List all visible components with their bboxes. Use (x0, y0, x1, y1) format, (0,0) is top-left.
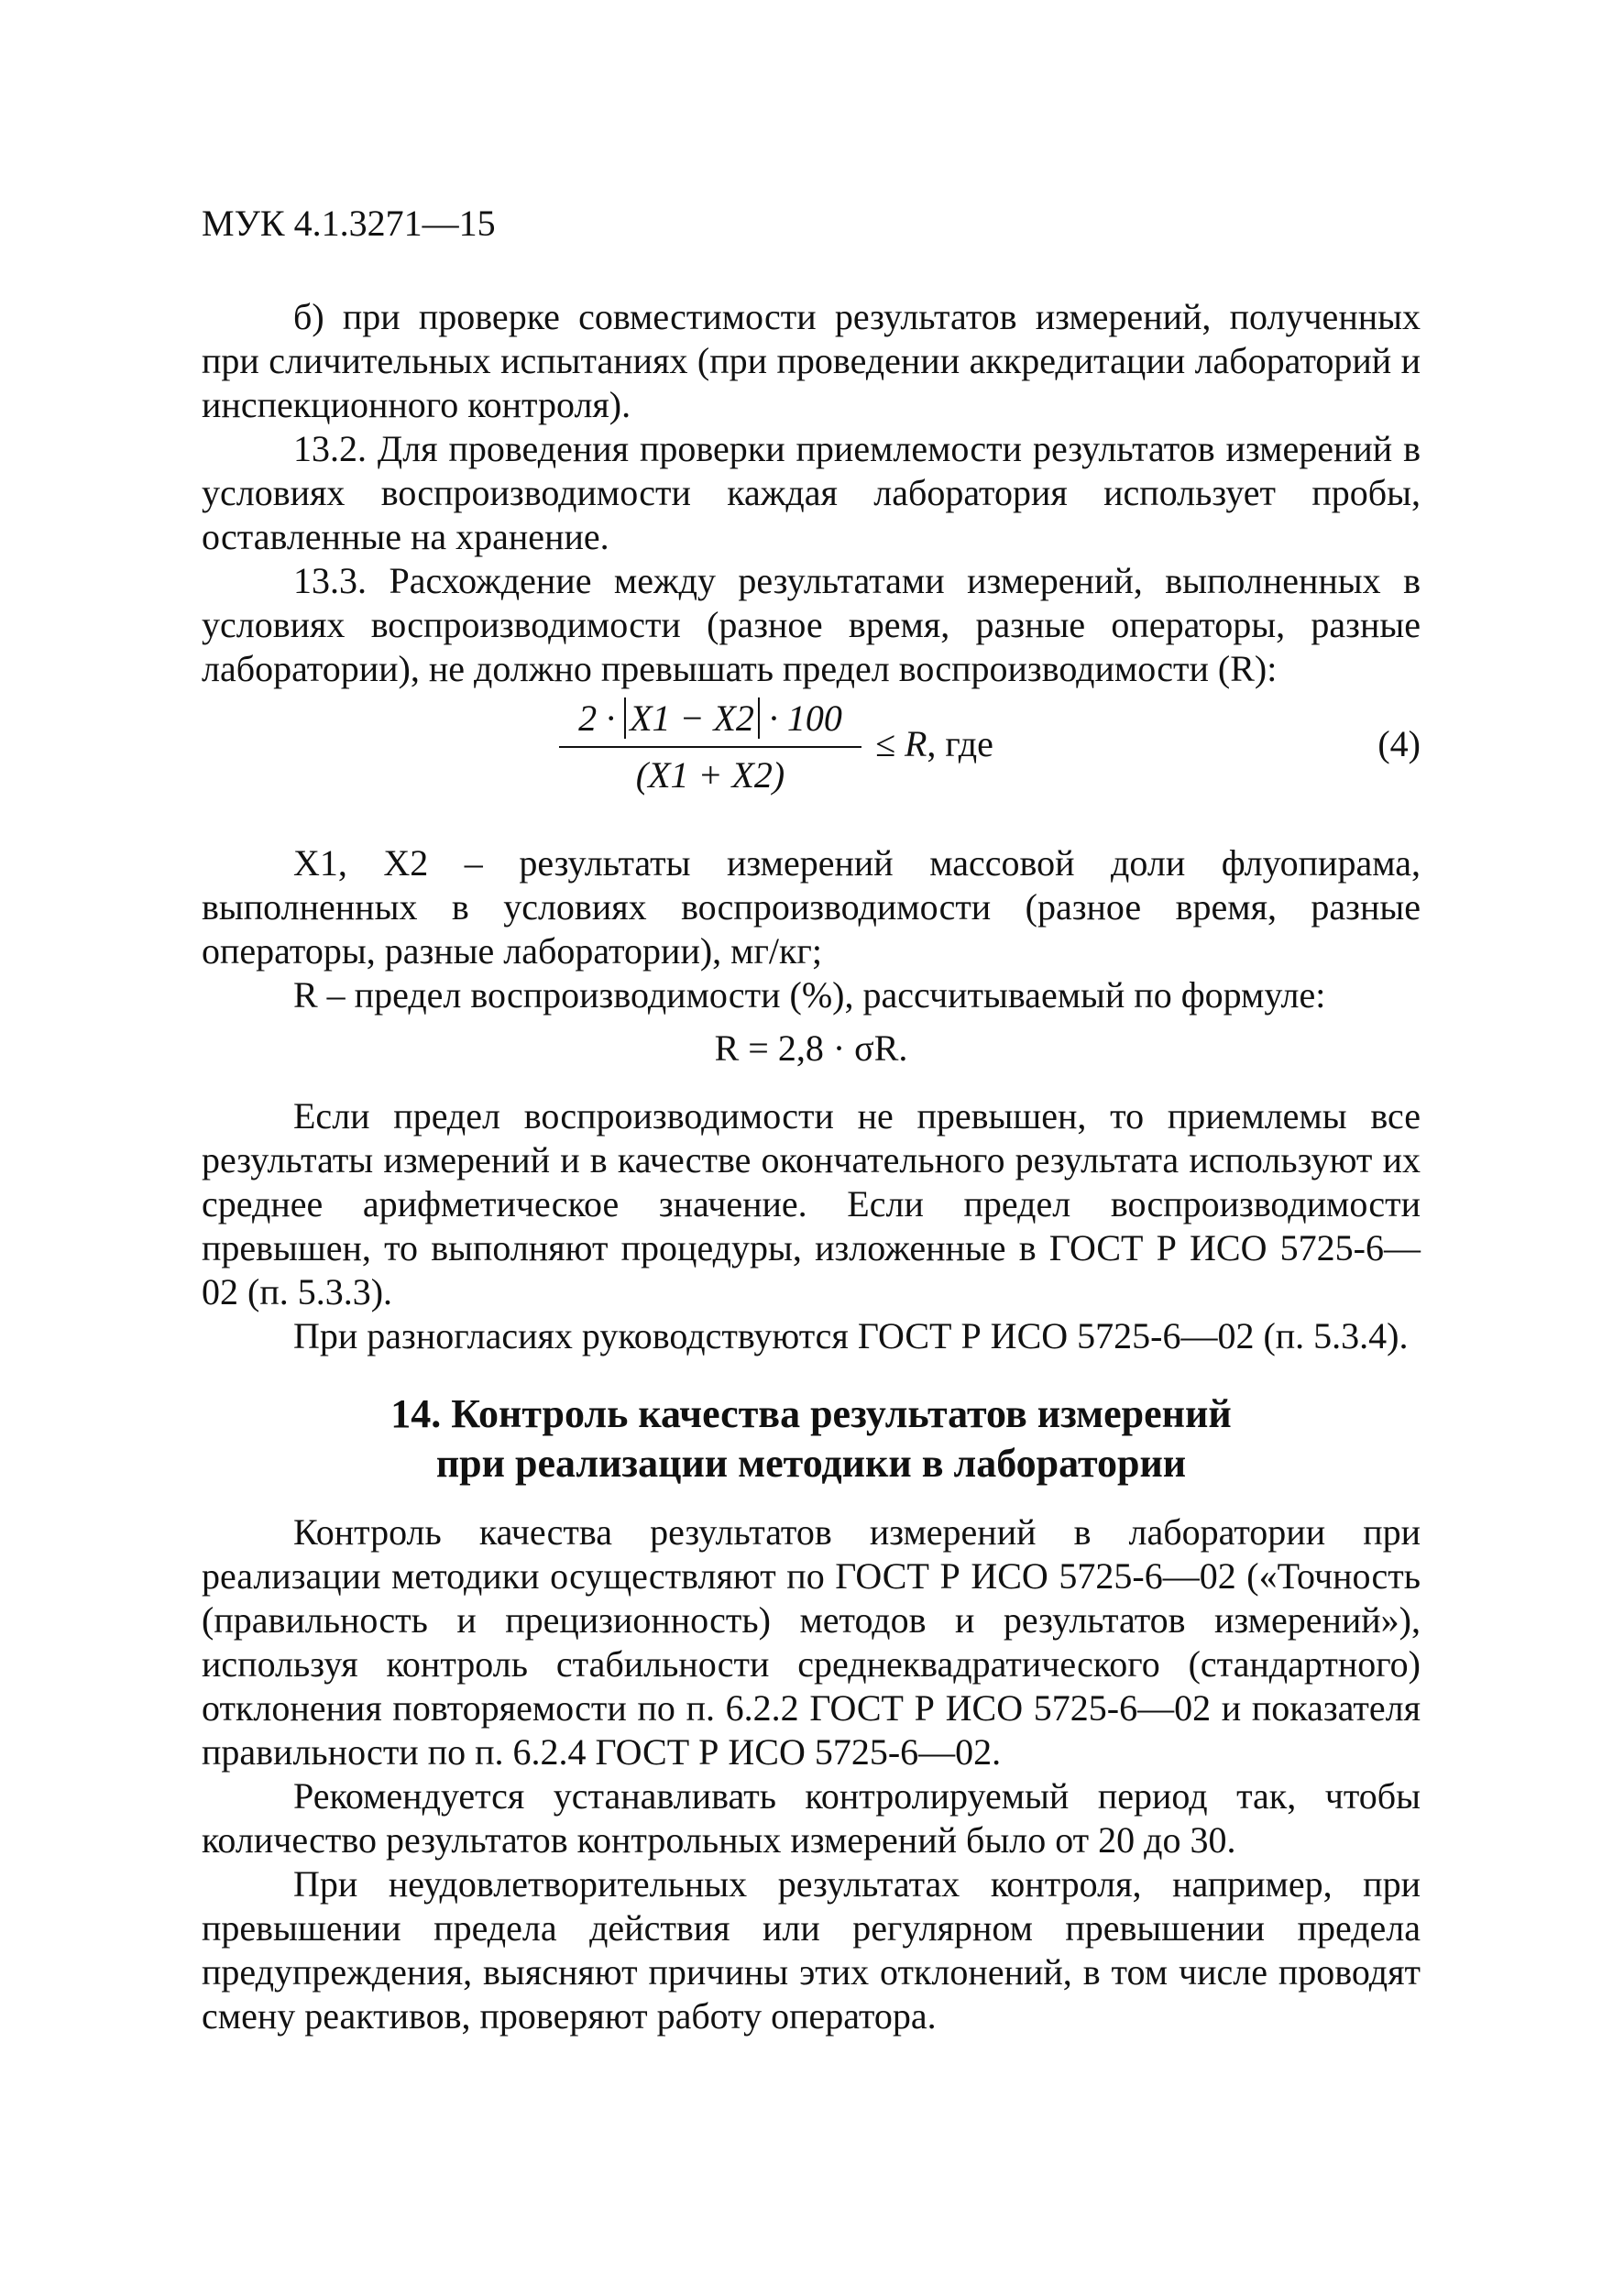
formula-4-fraction (559, 695, 861, 799)
formula-4-relation: ≤ R, где (875, 723, 993, 764)
formula-4-number: (4) (1377, 723, 1421, 764)
paragraph-13-3: 13.3. Расхождение между результатами измерений, выполненных в условиях воспроизводимости (разное время, разные операторы, разные лаборатории), не должно превышать предел воспроизводимости (R): (202, 560, 1421, 689)
formula-4-numerator: 2 · X1 − X2 · 100 (578, 697, 842, 739)
document-page (202, 202, 1421, 2038)
paragraph-reproducibility: Если предел воспроизводимости не превышен, то приемлемы все результаты измерений и в качестве окончательного результата используют их среднее арифметическое значение. Если предел воспроизводимости превышен, то выполняют процедуры, изложенные в ГОСТ Р ИСО 5725-6—02 (п. 5.3.3). (202, 1095, 1421, 1312)
document-header: МУК 4.1.3271—15 (202, 203, 496, 244)
paragraph-unsatisfactory: При неудовлетворительных результатах контроля, например, при превышении предела действия или регулярном превышении предела предупреждения, выясняют причины этих отклонений, в том числе проводят смену реактивов, проверяют работу оператора. (202, 1863, 1421, 2037)
paragraph-disputes: При разногласиях руководствуются ГОСТ Р ИСО 5725-6—02 (п. 5.3.4). (293, 1315, 1409, 1356)
paragraph-13-2: 13.2. Для проведения проверки приемлемости результатов измерений в условиях воспроизводимости каждая лаборатория использует пробы, оставленные на хранение. (202, 428, 1421, 557)
formula-4-denominator: (X1 + X2) (635, 754, 785, 796)
formula-4-abs: X1 − X2 (624, 697, 760, 739)
formula-4 (202, 695, 1421, 814)
definition-r: R – предел воспроизводимости (%), рассчитываемый по формуле: (293, 974, 1326, 1016)
paragraph-quality-control: Контроль качества результатов измерений в лаборатории при реализации методики осуществляют по ГОСТ Р ИСО 5725-6—02 («Точность (правильность и прецизионность) методов и результатов измерений»), используя контроль стабильности среднеквадратического (стандартного) отклонения повторяемости по п. 6.2.2 ГОСТ Р ИСО 5725-6—02 и показателя правильности по п. 6.2.4 ГОСТ Р ИСО 5725-6—02. (202, 1511, 1421, 1773)
paragraph-13-1b: б) при проверке совместимости результатов измерений, полученных при сличительных испытаниях (при проведении аккредитации лабораторий и инспекционного контроля). (202, 296, 1421, 425)
definition-x1-x2: X1, X2 – результаты измерений массовой доли флуопирама, выполненных в условиях воспроизводимости (разное время, разные операторы, разные лаборатории), мг/кг; (202, 842, 1421, 972)
paragraph-control-period: Рекомендуется устанавливать контролируемый период так, чтобы количество результатов контрольных измерений было от 20 до 30. (202, 1775, 1421, 1861)
formula-r: R = 2,8 · σR. (714, 1027, 908, 1069)
section-14-title: 14. Контроль качества результатов измерений при реализации методики в лаборатории (390, 1391, 1232, 1486)
fraction-bar (559, 746, 861, 748)
